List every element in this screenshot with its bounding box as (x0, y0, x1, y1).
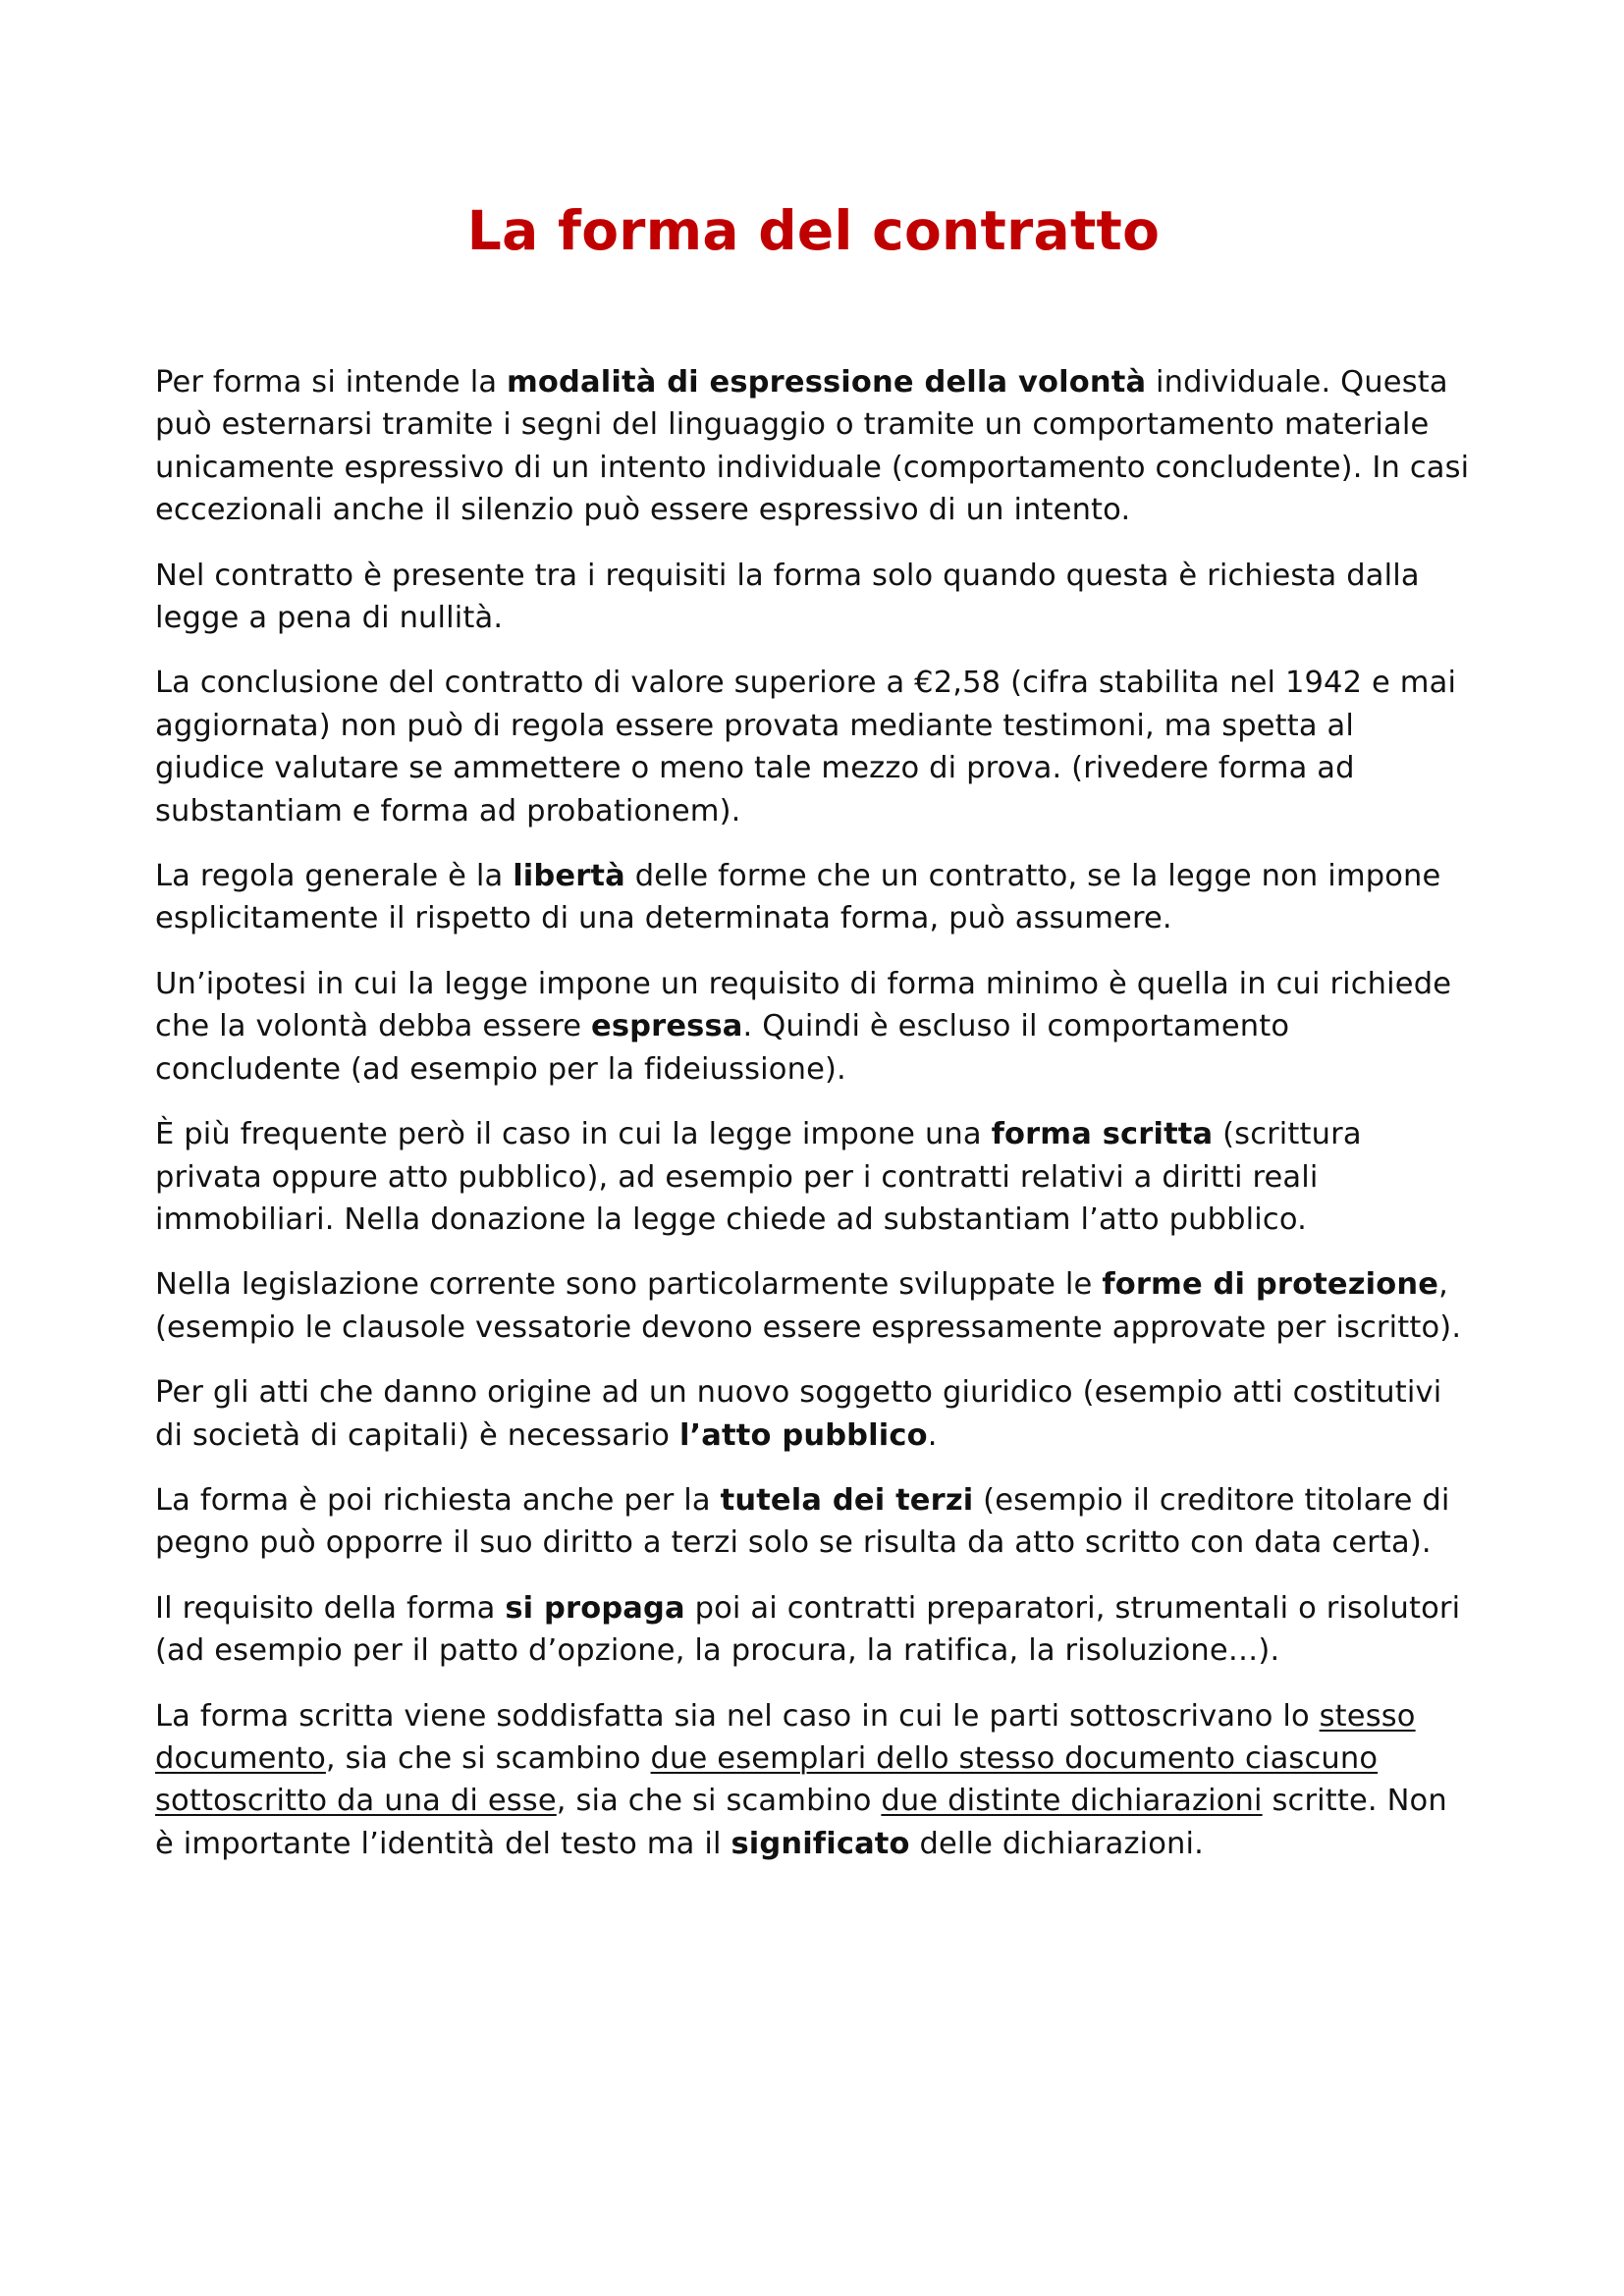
paragraph-definizione-forma (155, 361, 1472, 532)
bold-text: modalità di espressione della volontà (507, 365, 1147, 400)
paragraph-text: Un’ipotesi in cui la legge impone un requisito di forma minimo è quella in cui richiede che la volontà debba essere (155, 966, 1452, 1044)
paragraph-text: . Quindi è escluso il comportamento concludente (ad esempio per la fideiussione). (155, 1009, 1290, 1087)
bold-text: libertà (513, 859, 625, 894)
paragraph-text: , (esempio le clausole vessatorie devono essere espressamente approvate per iscritto). (155, 1267, 1462, 1345)
paragraph-text: La forma è poi richiesta anche per la (155, 1482, 721, 1518)
paragraph-text: scritte. Non è importante l’identità del testo ma il (155, 1784, 1447, 1861)
underlined-text: due esemplari dello stesso documento ciascuno sottoscritto da una di esse (155, 1740, 1379, 1819)
paragraph-text: Per gli atti che danno origine ad un nuovo soggetto giuridico (esempio atti costitutivi di società di capitali) è necessario (155, 1375, 1442, 1453)
bold-text: forma scritta (991, 1117, 1214, 1152)
paragraph-text: (esempio il creditore titolare di pegno può opporre il suo diritto a terzi solo se risulta da atto scritto con data certa). (155, 1482, 1450, 1561)
paragraph-text: Nel contratto è presente tra i requisiti la forma solo quando questa è richiesta dalla legge a pena di nullità. (155, 558, 1420, 636)
paragraph-liberta-forme (155, 855, 1472, 940)
document-body (155, 361, 1472, 1865)
bold-text: forme di protezione (1102, 1267, 1439, 1303)
paragraph-text: Per forma si intende la (155, 365, 507, 400)
paragraph-forma-soddisfatta (155, 1695, 1472, 1866)
paragraph-atto-pubblico (155, 1371, 1472, 1457)
paragraph-text: La forma scritta viene soddisfatta sia nel caso in cui le parti sottoscrivano lo (155, 1698, 1320, 1734)
paragraph-text: La regola generale è la (155, 859, 514, 894)
paragraph-text: (scrittura privata oppure atto pubblico), ad esempio per i contratti relativi a diritti reali immobiliari. Nella donazione la legge chiede ad substantiam l’atto pubblico. (155, 1117, 1362, 1237)
paragraph-forme-protezione (155, 1263, 1472, 1349)
bold-text: espressa (591, 1009, 743, 1044)
underlined-text: due distinte dichiarazioni (881, 1784, 1263, 1819)
bold-text: l’atto pubblico (678, 1417, 928, 1453)
paragraph-text: individuale. Questa può esternarsi tramite i segni del linguaggio o tramite un comportamento materiale unicamente espressivo di un intento individuale (comportamento concludente). In casi eccezionali anche il silenzio può essere espressivo di un intento. (155, 365, 1470, 528)
paragraph-text: delle forme che un contratto, se la legge non impone esplicitamente il rispetto di una determinata forma, può assumere. (155, 859, 1441, 936)
underlined-text: stesso documento (155, 1698, 1416, 1776)
paragraph-prova-testimoni (155, 662, 1472, 832)
paragraph-forma-scritta (155, 1113, 1472, 1241)
paragraph-text: La conclusione del contratto di valore superiore a €2,58 (cifra stabilita nel 1942 e mai aggiornata) non può di regola essere provata mediante testimoni, ma spetta al giudice valutare se ammettere o meno tale mezzo di prova. (rivedere forma ad substantiam e forma ad probationem). (155, 666, 1457, 828)
paragraph-text: , sia che si scambino (556, 1784, 882, 1819)
paragraph-requisiti (155, 555, 1472, 640)
paragraph-text: . (927, 1417, 938, 1453)
paragraph-text: delle dichiarazioni. (909, 1826, 1204, 1861)
paragraph-tutela-terzi (155, 1479, 1472, 1565)
paragraph-text: Nella legislazione corrente sono particolarmente sviluppate le (155, 1267, 1103, 1303)
bold-text: tutela dei terzi (720, 1482, 974, 1518)
document-title: La forma del contratto (466, 199, 1161, 262)
paragraph-text: poi ai contratti preparatori, strumentali o risolutori (ad esempio per il patto d’opzione, la procura, la ratifica, la risoluzione…). (155, 1590, 1461, 1669)
bold-text: significato (731, 1826, 910, 1861)
paragraph-volonta-espressa (155, 963, 1472, 1091)
paragraph-text: Il requisito della forma (155, 1590, 506, 1626)
paragraph-text: È più frequente però il caso in cui la legge impone una (155, 1117, 992, 1152)
paragraph-si-propaga (155, 1587, 1472, 1673)
paragraph-text: , sia che si scambino (325, 1740, 651, 1776)
bold-text: si propaga (505, 1590, 685, 1626)
